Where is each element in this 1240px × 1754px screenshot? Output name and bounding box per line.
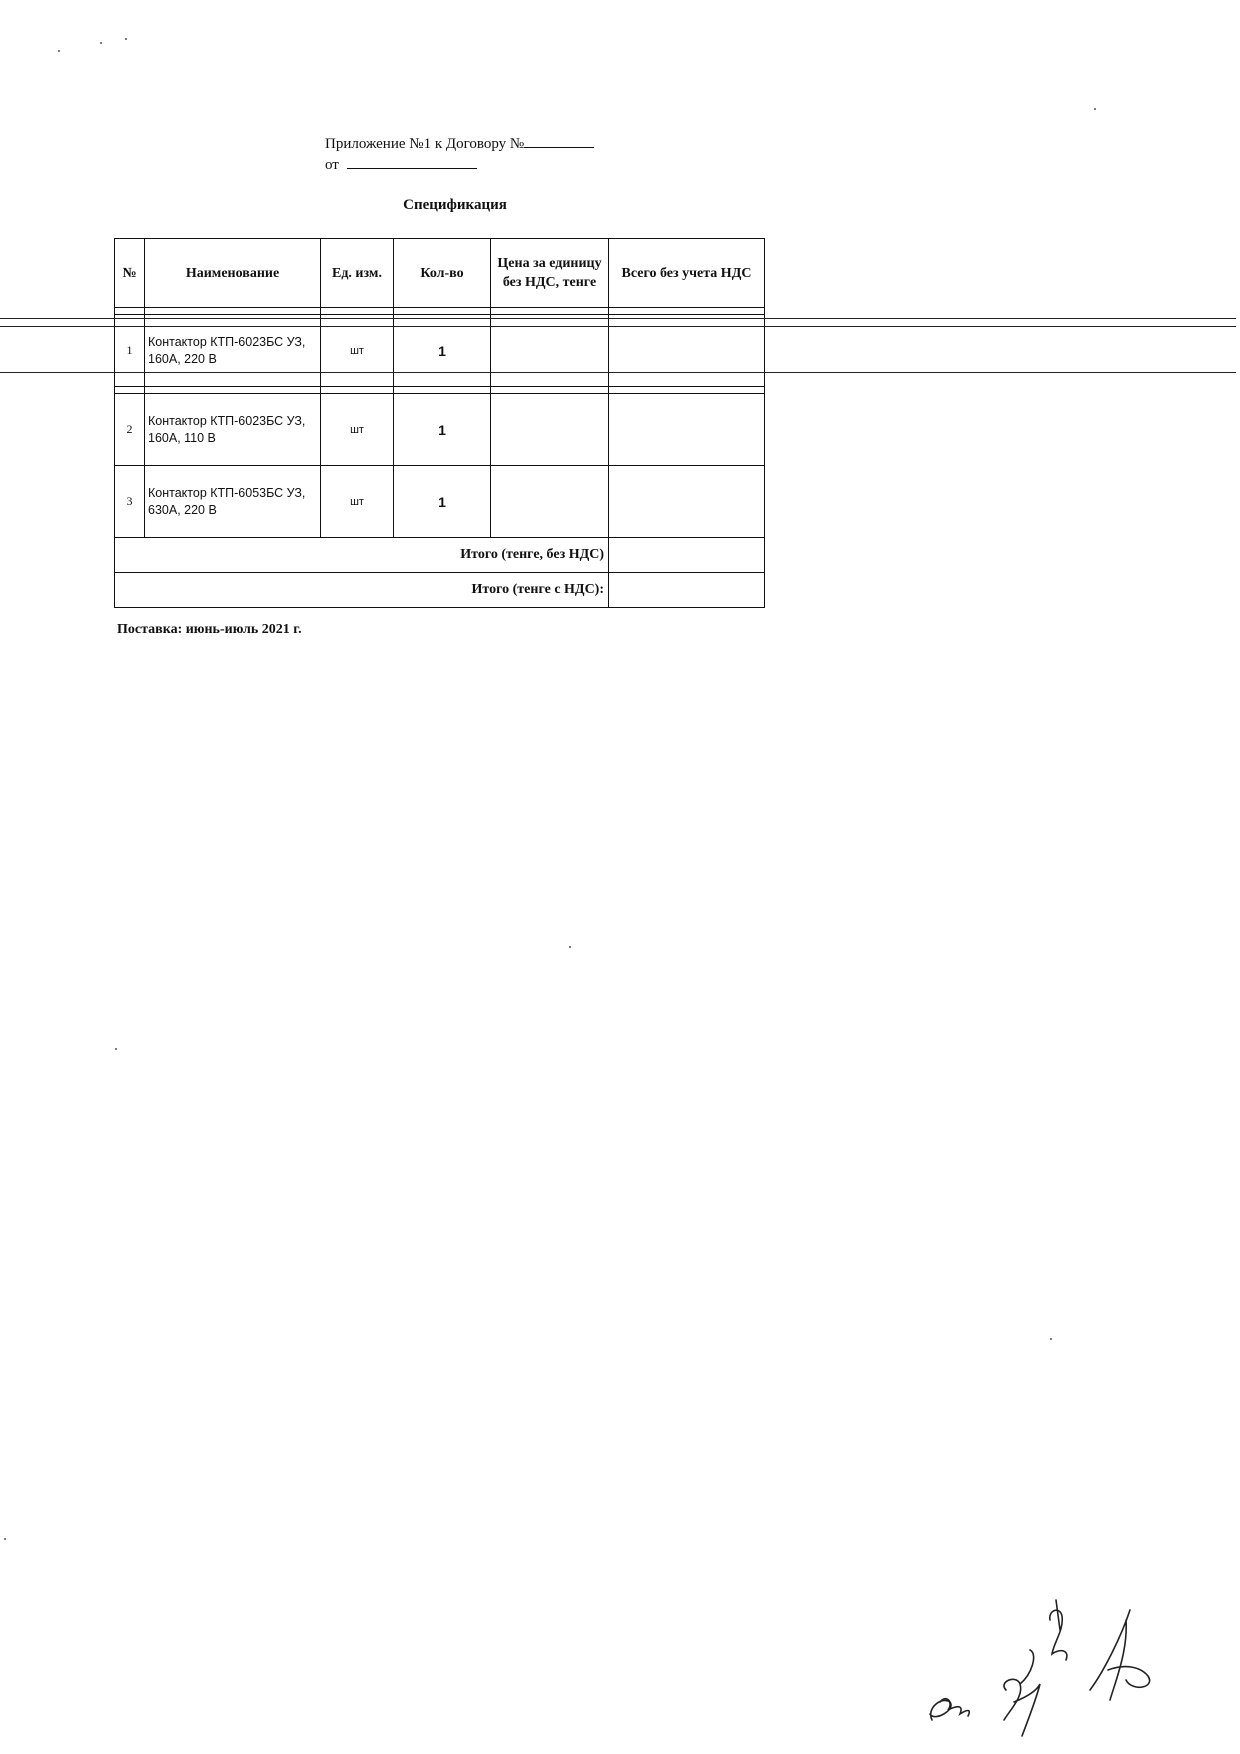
row-qty: 1 (394, 394, 491, 466)
row-unit: шт (321, 466, 394, 538)
date-prefix: от (325, 157, 339, 173)
row-qty: 1 (394, 466, 491, 538)
row-name: Контактор КТП-6023БС УЗ, 160А, 220 В (145, 315, 321, 387)
col-total: Всего без учета НДС (609, 239, 765, 308)
row-number: 2 (115, 394, 145, 466)
col-qty: Кол-во (394, 239, 491, 308)
row-total (609, 394, 765, 466)
appendix-text: Приложение №1 к Договору № (325, 136, 525, 152)
col-unit-price: Цена за единицу без НДС, тенге (491, 239, 609, 308)
col-unit: Ед. изм. (321, 239, 394, 308)
row-qty: 1 (394, 315, 491, 387)
scan-speck (4, 1538, 6, 1540)
row-unit: шт (321, 315, 394, 387)
scan-speck (115, 1048, 117, 1050)
scan-artifact-line (0, 326, 1236, 327)
date-line (325, 154, 477, 174)
total-with-vat-label: Итого (тенге с НДС): (115, 573, 609, 608)
contract-number-blank (524, 133, 594, 148)
scan-speck (125, 38, 127, 40)
total-without-vat-label: Итого (тенге, без НДС) (115, 538, 609, 573)
row-unit: шт (321, 394, 394, 466)
scan-artifact-line (0, 372, 1236, 373)
scan-speck (569, 946, 571, 948)
col-name: Наименование (145, 239, 321, 308)
total-with-vat-value (609, 573, 765, 608)
scan-artifact-line (0, 318, 1236, 319)
scan-speck (1094, 108, 1096, 110)
delivery-terms: Поставка: июнь-июль 2021 г. (117, 622, 302, 637)
row-name: Контактор КТП-6053БС УЗ, 630А, 220 В (145, 466, 321, 538)
specification-table (114, 238, 765, 608)
table-header-row (115, 239, 765, 308)
row-price (491, 466, 609, 538)
total-with-vat-row (115, 573, 765, 608)
row-number: 1 (115, 315, 145, 387)
scan-speck (58, 50, 60, 52)
table-row (115, 394, 765, 466)
signature-image (920, 1570, 1200, 1740)
scan-speck (100, 42, 102, 44)
row-separator (115, 387, 765, 394)
table-row (115, 466, 765, 538)
row-number: 3 (115, 466, 145, 538)
total-without-vat-value (609, 538, 765, 573)
row-price (491, 394, 609, 466)
scan-speck (1050, 1338, 1052, 1340)
row-name: Контактор КТП-6023БС УЗ, 160А, 110 В (145, 394, 321, 466)
appendix-line (325, 133, 594, 153)
row-separator (115, 308, 765, 315)
document-title: Спецификация (403, 197, 507, 213)
date-blank (347, 154, 477, 169)
total-without-vat-row (115, 538, 765, 573)
row-total (609, 466, 765, 538)
col-number: № (115, 239, 145, 308)
